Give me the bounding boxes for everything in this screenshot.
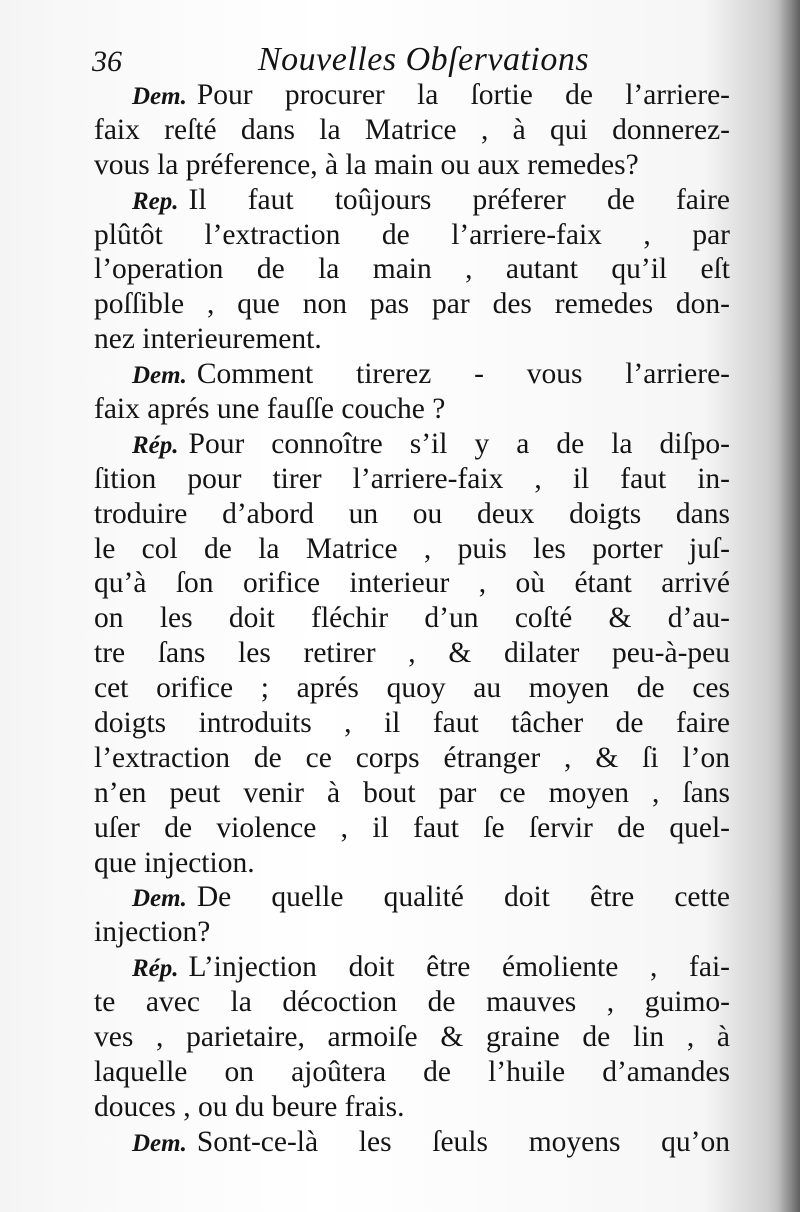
text-line [94, 392, 730, 427]
dialogue-line [94, 183, 730, 218]
speaker-label: Rép. [132, 955, 179, 983]
line-text: faix aprés une fauſſe couche ? [94, 393, 446, 426]
text-line [94, 1020, 730, 1055]
text-line [94, 636, 730, 671]
text-line [94, 741, 730, 776]
text-line [94, 462, 730, 497]
line-text: Sont-ce-là les ſeuls moyens qu’on [196, 1125, 730, 1158]
line-text: doigts introduits , il faut tâcher de faire [94, 707, 730, 740]
line-text: on les doit fléchir d’un coſté & d’au- [94, 602, 730, 635]
line-text: Comment tirerez - vous l’arriere- [196, 358, 730, 391]
dialogue-line [94, 78, 730, 113]
line-text: le col de la Matrice , puis les porter juſ- [94, 532, 730, 565]
line-text: l’extraction de ce corps étranger , & ſi l’on [94, 741, 730, 774]
text-line [94, 148, 730, 183]
text-line [94, 811, 730, 846]
text-line [94, 218, 730, 253]
dialogue-line [94, 357, 730, 392]
text-line [94, 985, 730, 1020]
page-gutter-shadow [778, 0, 800, 1212]
line-text: plûtôt l’extraction de l’arriere-faix , par [94, 218, 730, 251]
line-text: cet orifice ; aprés quoy au moyen de ces [94, 672, 730, 705]
line-text: L’injection doit être émoliente , fai- [188, 951, 730, 984]
text-line [94, 1090, 730, 1125]
line-text: nez interieurement. [94, 323, 322, 356]
speaker-label: Dem. [132, 362, 187, 390]
speaker-label: Dem. [132, 1129, 187, 1157]
text-line [94, 566, 730, 601]
line-text: poſſible , que non pas par des remedes don- [94, 288, 730, 321]
dialogue-line [94, 880, 730, 915]
line-text: uſer de violence , il faut ſe ſervir de quel- [94, 811, 730, 844]
dialogue-line [94, 1125, 730, 1160]
text-line [94, 706, 730, 741]
line-text: Pour procurer la ſortie de l’arriere- [196, 79, 730, 111]
line-text: qu’à ſon orifice interieur , où étant arrivé [94, 567, 730, 600]
speaker-label: Rep. [132, 187, 179, 215]
speaker-label: Rép. [132, 431, 179, 459]
speaker-label: Dem. [132, 885, 187, 913]
line-text: vous la préference, à la main ou aux remedes? [94, 148, 639, 181]
running-title: Nouvelles Obſervations [258, 41, 590, 78]
line-text: douces , ou du beure frais. [94, 1090, 405, 1123]
line-text: faix reſté dans la Matrice , à qui donnerez- [94, 113, 730, 146]
line-text: Il faut toûjours préferer de faire [188, 183, 730, 216]
text-line [94, 113, 730, 148]
text-line [94, 287, 730, 322]
speaker-label: Dem. [132, 83, 187, 110]
text-line [94, 671, 730, 706]
text-line [94, 252, 730, 287]
line-text: ves , parietaire, armoiſe & graine de lin , à [94, 1021, 730, 1054]
line-text: n’en peut venir à bout par ce moyen , ſans [94, 776, 730, 809]
text-line [94, 776, 730, 811]
dialogue-line [94, 950, 730, 985]
text-line [94, 532, 730, 567]
body-text [94, 78, 730, 1160]
line-text: laquelle on ajoûtera de l’huile d’amandes [94, 1055, 730, 1088]
line-text: De quelle qualité doit être cette [196, 881, 730, 914]
text-line [94, 846, 730, 881]
text-line [94, 601, 730, 636]
line-text: l’operation de la main , autant qu’il eſt [94, 253, 730, 286]
text-line [94, 497, 730, 532]
text-line [94, 1055, 730, 1090]
line-text: Pour connoître s’il y a de la diſpo- [188, 427, 730, 460]
text-line [94, 322, 730, 357]
dialogue-line [94, 427, 730, 462]
text-line [94, 915, 730, 950]
line-text: que injection. [94, 846, 255, 879]
line-text: tre ſans les retirer , & dilater peu-à-peu [94, 637, 730, 670]
line-text: te avec la décoction de mauves , guimo- [94, 986, 730, 1019]
page-number: 36 [92, 45, 122, 78]
line-text: injection? [94, 916, 211, 949]
line-text: troduire d’abord un ou deux doigts dans [94, 497, 730, 530]
line-text: ſition pour tirer l’arriere-faix , il faut in- [94, 462, 730, 495]
